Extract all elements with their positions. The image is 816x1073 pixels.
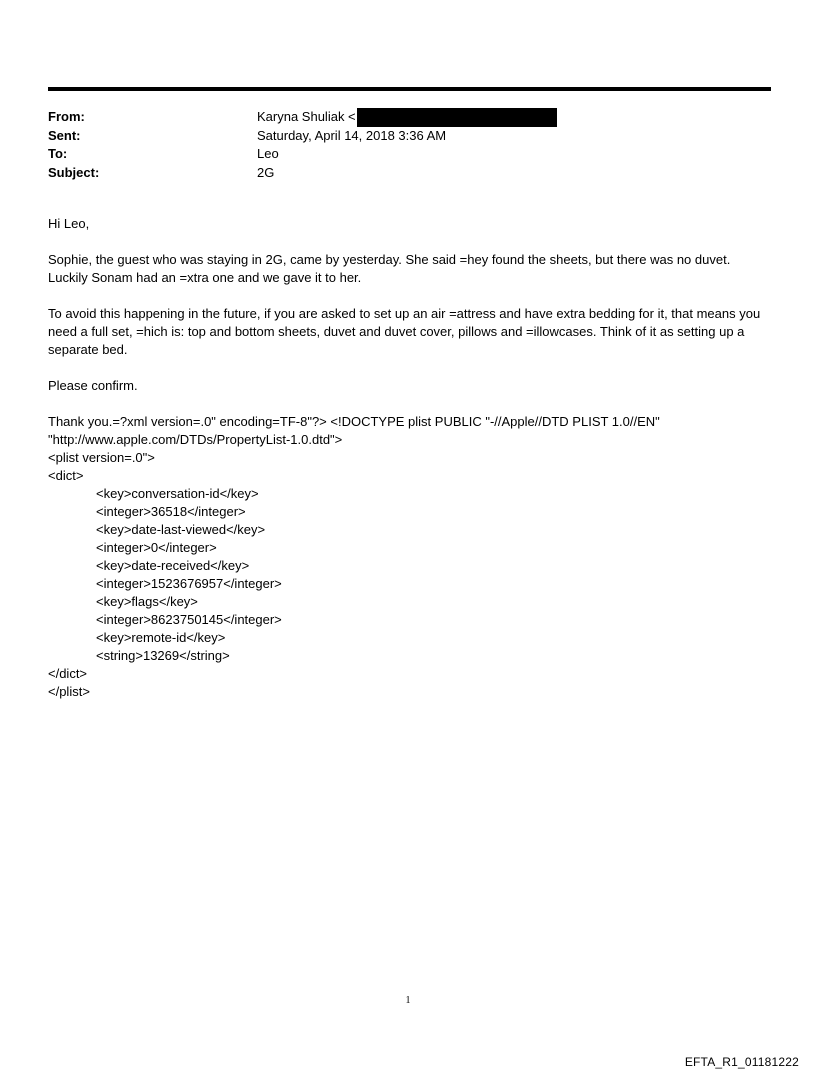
document-id: EFTA_R1_01181222: [684, 1055, 799, 1069]
plist-line: <key>remote-id</key>: [96, 630, 226, 645]
plist-line: <key>date-last-viewed</key>: [96, 522, 266, 537]
from-value: [257, 108, 557, 127]
email-body: [48, 215, 773, 701]
plist-line: </plist>: [48, 684, 90, 699]
redaction-box: [357, 108, 557, 127]
from-label: From:: [48, 109, 85, 124]
top-divider: [48, 87, 771, 91]
email-header: [48, 108, 748, 182]
plist-line: "http://www.apple.com/DTDs/PropertyList-1.0.dtd">: [48, 432, 343, 447]
plist-line: <integer>36518</integer>: [96, 504, 246, 519]
plist-line: <dict>: [48, 468, 84, 483]
sent-value: Saturday, April 14, 2018 3:36 AM: [257, 127, 447, 143]
from-row: [48, 108, 748, 127]
plist-line: <integer>8623750145</integer>: [96, 612, 282, 627]
plist-line: Thank you.=?xml version=.0" encoding=TF-8"?> <!DOCTYPE plist PUBLIC "-//Apple//DTD PLIST 1.0//EN": [48, 414, 660, 429]
sent-row: [48, 127, 748, 146]
plist-line: <key>conversation-id</key>: [96, 486, 259, 501]
to-row: [48, 145, 748, 164]
body-paragraph-3: Please confirm.: [48, 378, 138, 393]
body-paragraph-1: Sophie, the guest who was staying in 2G, came by yesterday. She said =hey found the sheets, but there was no duvet. Luckily Sonam had an =xtra one and we gave it to her.: [48, 252, 734, 285]
subject-value: 2G: [257, 164, 275, 180]
plist-line: </dict>: [48, 666, 88, 681]
body-paragraph-2: To avoid this happening in the future, if you are asked to set up an air =attress and have extra bedding for it, that means you need a full set, =hich is: top and bottom sheets, duvet and duvet cover, pillows and =illowcases. Think of it as setting up a separate bed.: [48, 306, 764, 357]
from-sender: Karyna Shuliak <: [257, 109, 356, 124]
plist-line: <key>date-received</key>: [96, 558, 250, 573]
page-number: 1: [405, 995, 411, 1006]
greeting: Hi Leo,: [48, 216, 90, 231]
subject-label: Subject:: [48, 164, 100, 180]
plist-line: <string>13269</string>: [96, 648, 230, 663]
sent-label: Sent:: [48, 127, 81, 143]
plist-line: <key>flags</key>: [96, 594, 198, 609]
plist-line: <plist version=.0">: [48, 450, 155, 465]
plist-line: <integer>1523676957</integer>: [96, 576, 282, 591]
plist-block: [48, 413, 773, 701]
plist-line: <integer>0</integer>: [96, 540, 217, 555]
to-label: To:: [48, 146, 68, 161]
subject-row: [48, 164, 748, 183]
to-value: Leo: [257, 146, 279, 161]
